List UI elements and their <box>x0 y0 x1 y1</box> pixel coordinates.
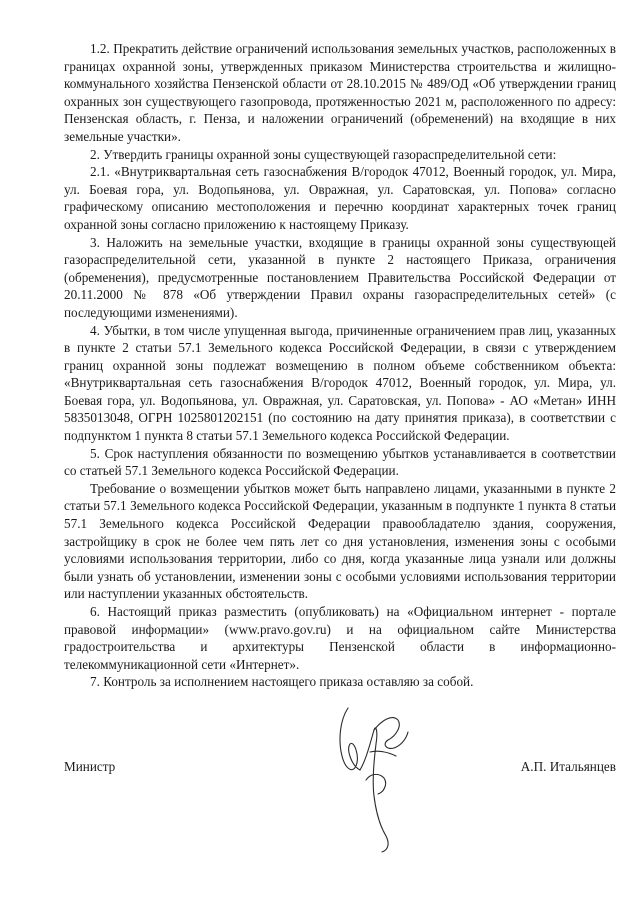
paragraph-2: 2. Утвердить границы охранной зоны существующей газораспределительной сети: <box>90 146 557 162</box>
signatory-name: А.П. Итальянцев <box>520 759 616 774</box>
paragraph-6: 6. Настоящий приказ разместить (опубликовать) на «Официальном интернет - портале правовой информации» (www.pravo.gov.ru) и на официальном сайте Министерства градостроительства и архитектуры Пензенской области в информационно-телекоммуникационной сети «Интернет». <box>64 604 616 672</box>
paragraph-7: 7. Контроль за исполнением настоящего приказа оставляю за собой. <box>90 674 474 690</box>
document-body <box>64 40 616 691</box>
paragraph-5: 5. Срок наступления обязанности по возмещению убытков устанавливается в соответствии со статьей 57.1 Земельного кодекса Российской Федерации. <box>64 445 616 479</box>
signature-block <box>64 758 616 782</box>
signatory-position: Министр <box>64 759 116 774</box>
paragraph-4: 4. Убытки, в том числе упущенная выгода, причиненные ограничением прав лиц, указанных в пункте 2 статьи 57.1 Земельного кодекса Российской Федерации, в связи с утверждением границ охранной зоны подлежат возмещению в полном объеме собственником объекта: «Внутриквартальная сеть газоснабжения В/городок 47012, Военный городок, ул. Мира, ул. Боевая гора, ул. Водопьянова, ул. Овражная, ул. Саратовская, ул. Попова» - АО «Метан» ИНН 5835013048, ОГРН 1025801202151 (по состоянию на дату принятия приказа), в соответствии с подпунктом 1 пункта 8 статьи 57.1 Земельного кодекса Российской Федерации. <box>64 322 616 444</box>
paragraph-5-requirement: Требование о возмещении убытков может быть направлено лицами, указанными в пункте 2 статьи 57.1 Земельного кодекса Российской Федерации, указанным в подпункте 1 пункта 8 статьи 57.1 Земельного кодекса Российской Федерации правообладателю здания, сооружения, застройщику в срок не более чем пять лет со дня установления, изменения зоны с особыми условиями использования территории, либо со дня, когда указанные лица узнали или должны были узнать об установлении, изменении зоны с особыми условиями использования территории или наступлении указанных обстоятельств. <box>64 480 616 602</box>
paragraph-1-2: 1.2. Прекратить действие ограничений использования земельных участков, расположенных в границах охранной зоны, утвержденных приказом Министерства строительства и жилищно-коммунального хозяйства Пензенской области от 28.10.2015 № 489/ОД «Об утверждении границ охранных зон существующего газопровода, протяженностью 2021 м, расположенного по адресу: Пензенская область, г. Пенза, и наложении ограничений (обременений) на входящие в них земельные участки». <box>64 41 616 144</box>
paragraph-3: 3. Наложить на земельные участки, входящие в границы охранной зоны существующей газораспределительной сети, указанной в пункте 2 настоящего Приказа, ограничения (обременения), предусмотренные постановлением Правительства Российской Федерации от 20.11.2000 № 878 «Об утверждении Правил охраны газораспределительных сетей» (с последующими изменениями). <box>64 234 616 320</box>
paragraph-2-1: 2.1. «Внутриквартальная сеть газоснабжения В/городок 47012, Военный городок, ул. Мира, ул. Боевая гора, ул. Водопьянова, ул. Овражная, ул. Саратовская, ул. Попова» согласно графическому описанию местоположения и перечню координат характерных точек границ охранной зоны согласно приложению к настоящему Приказу. <box>64 164 616 232</box>
